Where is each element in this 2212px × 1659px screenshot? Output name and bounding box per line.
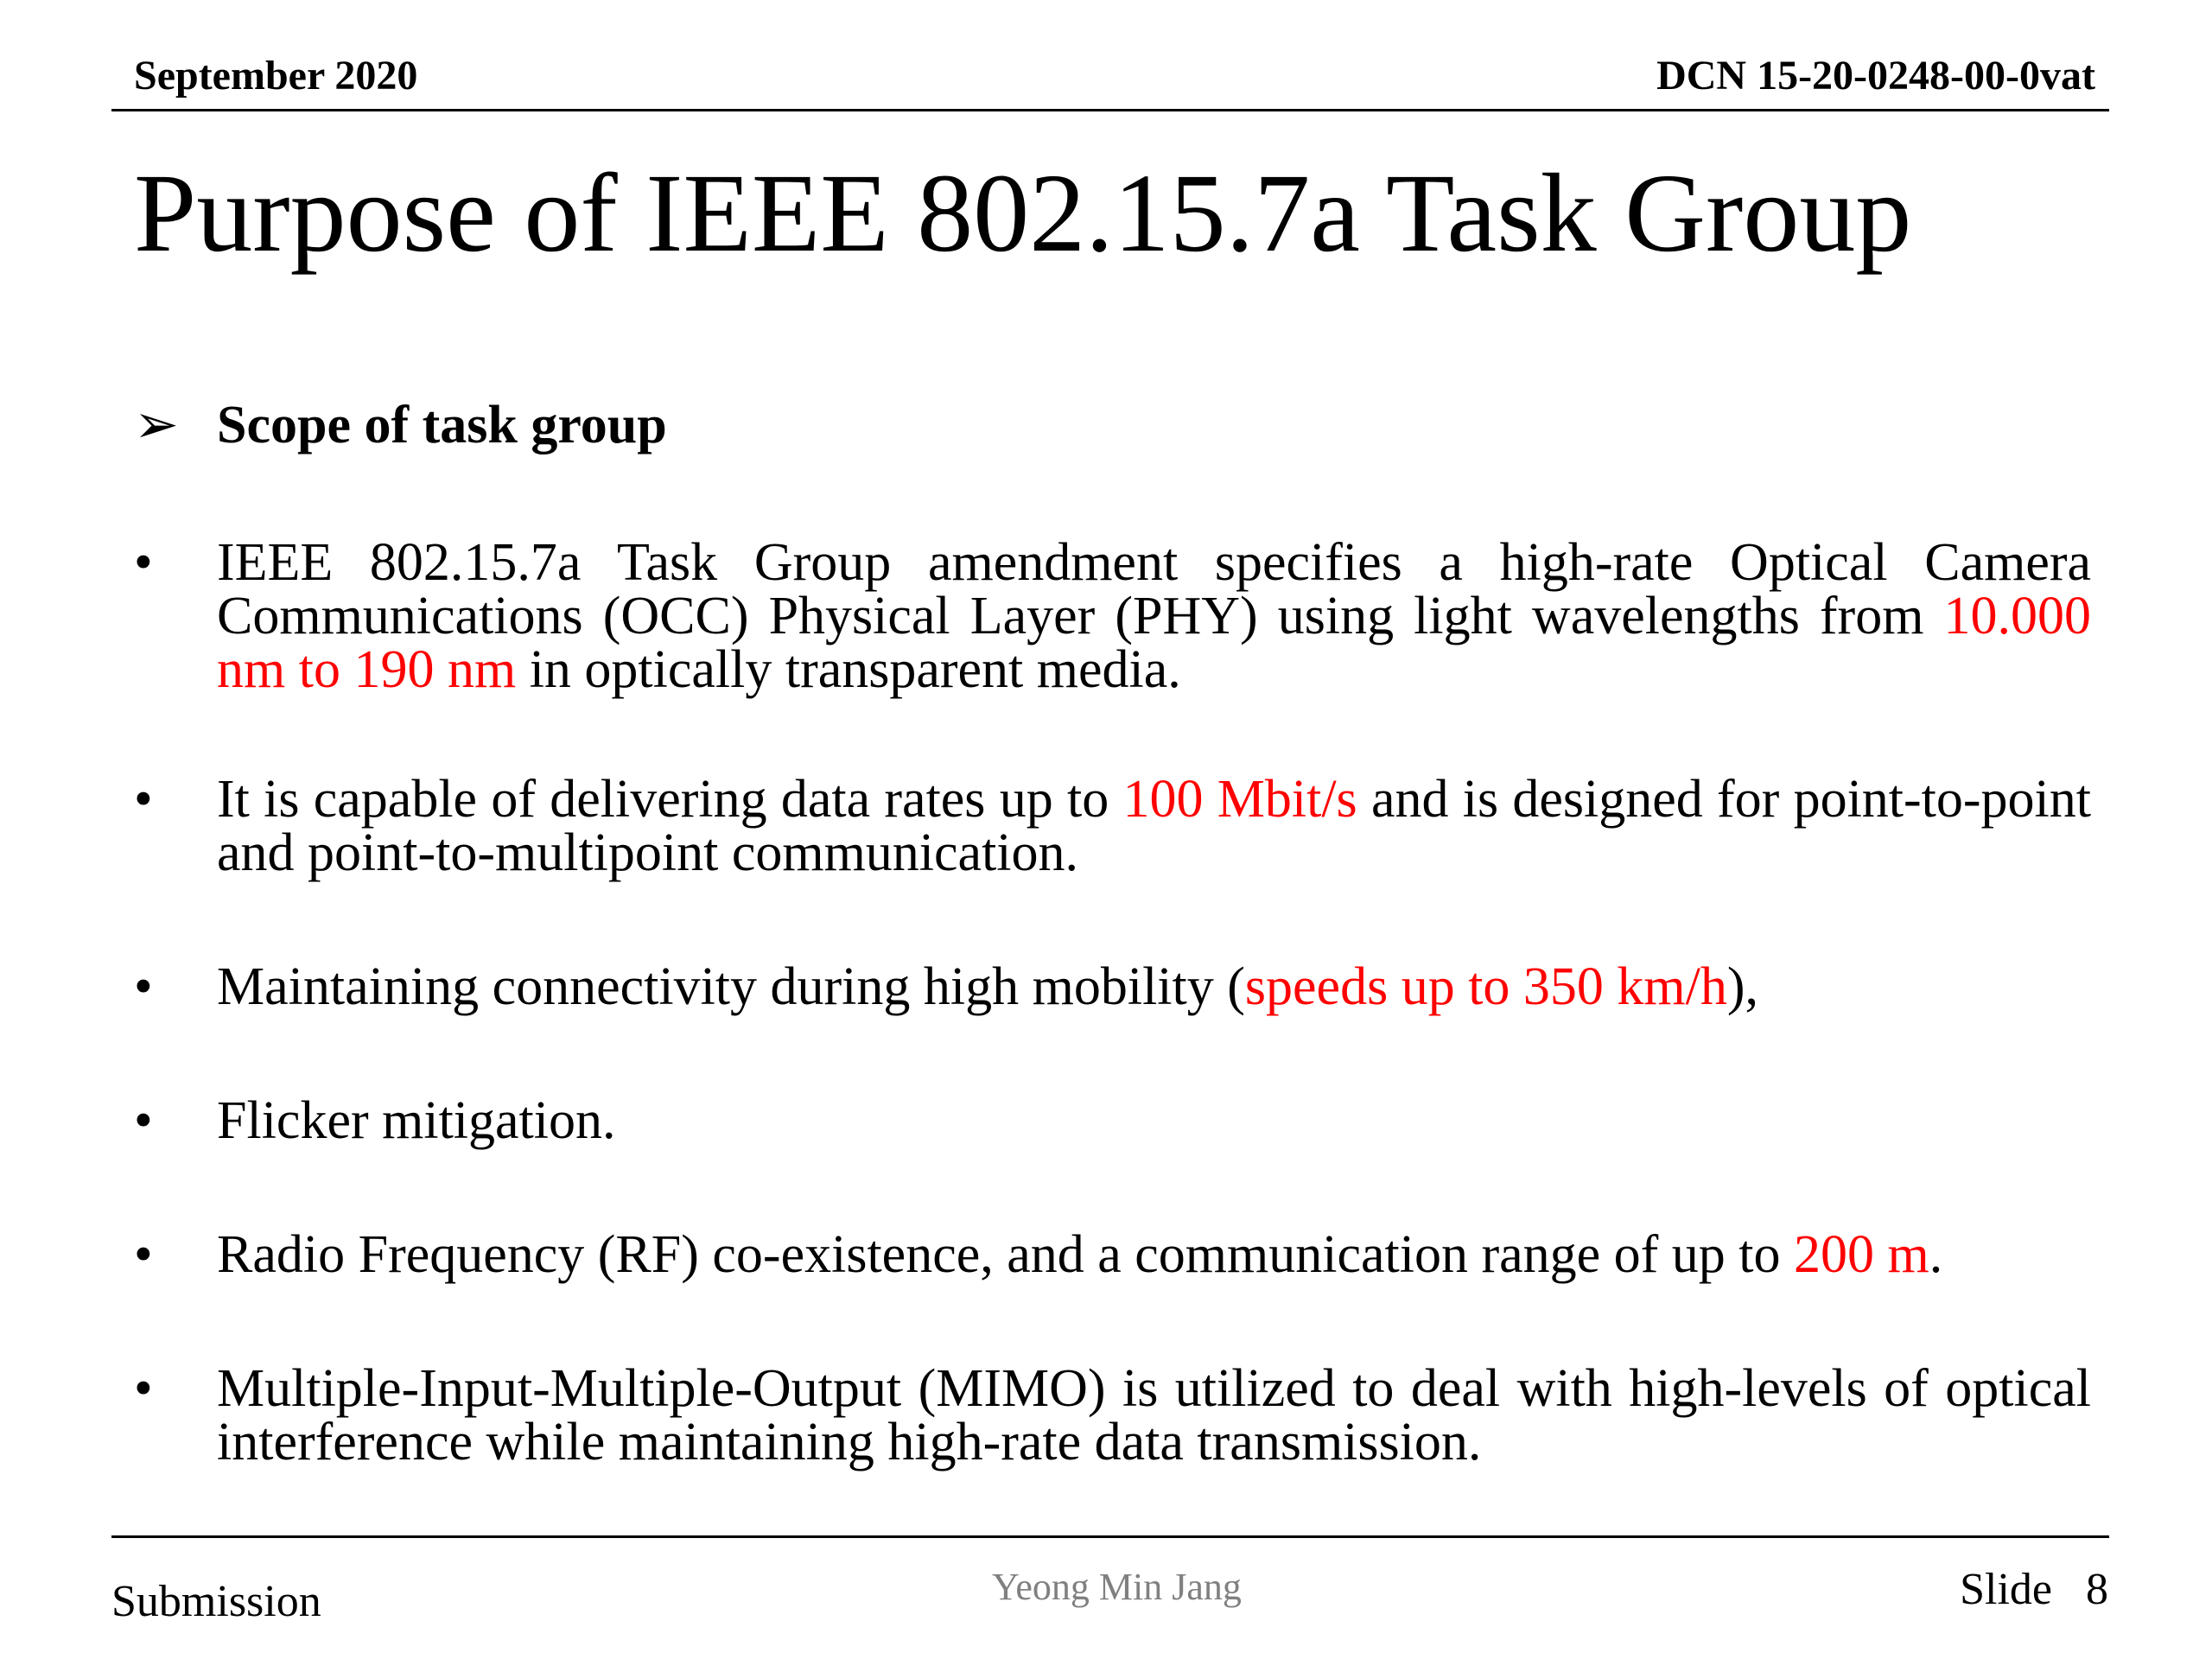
bullet-text	[217, 533, 2091, 699]
slide-title: Purpose of IEEE 802.15.7a Task Group	[134, 151, 1912, 276]
bullet-dot-icon: •	[134, 533, 153, 592]
bullet-text-part: IEEE 802.15.7a Task Group amendment specifies a high-rate Optical Camera Communications (OCC) Physical Layer (PHY) using light wavelengths from	[217, 533, 2091, 645]
bullet-dot-icon: •	[134, 1359, 153, 1418]
header-date: September 2020	[134, 53, 418, 99]
footer-submission: Submission	[111, 1577, 321, 1626]
bullet-text-part: and is designed for point-to-point and point-to-multipoint communication.	[217, 770, 2091, 882]
bullet-highlight: speeds up to 350 km/h	[1244, 957, 1727, 1016]
footer-author: Yeong Min Jang	[992, 1566, 1242, 1608]
bullet-dot-icon: •	[134, 770, 153, 829]
bullet-text-part: ),	[1726, 957, 1759, 1016]
bullet-text-part: in optically transparent media.	[516, 640, 1181, 699]
slide-number	[1960, 1562, 2108, 1618]
slide-label: Slide	[1960, 1565, 2052, 1614]
bullet-text	[217, 1225, 2091, 1284]
scope-label: Scope of task group	[217, 396, 667, 454]
bullet-text-part: It is capable of delivering data rates up to	[217, 770, 1123, 829]
footer-divider	[111, 1535, 2109, 1538]
bullet-text: Multiple-Input-Multiple-Output (MIMO) is utilized to deal with high-levels of optical interference while maintaining high-rate data transmission.	[217, 1359, 2091, 1471]
arrow-bullet-icon: ➢	[134, 396, 179, 454]
bullet-highlight: 200 m	[1794, 1225, 1929, 1284]
bullet-text-part: Maintaining connectivity during high mobility (	[217, 957, 1245, 1016]
bullet-highlight: 100 Mbit/s	[1122, 770, 1357, 829]
bullet-dot-icon: •	[134, 1091, 153, 1150]
bullet-text-part: Radio Frequency (RF) co-existence, and a communication range of up to	[217, 1225, 1795, 1284]
bullet-text: Flicker mitigation.	[217, 1091, 616, 1150]
bullet-text-part: .	[1929, 1225, 1943, 1284]
slide-number-value: 8	[2086, 1565, 2108, 1614]
bullet-highlight: 10.000 nm to 190 nm	[217, 587, 2091, 699]
bullet-dot-icon: •	[134, 957, 153, 1016]
bullet-text	[217, 957, 2091, 1016]
header-dcn: DCN 15-20-0248-00-0vat	[1656, 53, 2095, 99]
bullet-dot-icon: •	[134, 1225, 153, 1284]
header-divider	[111, 109, 2109, 111]
bullet-text	[217, 772, 2091, 880]
